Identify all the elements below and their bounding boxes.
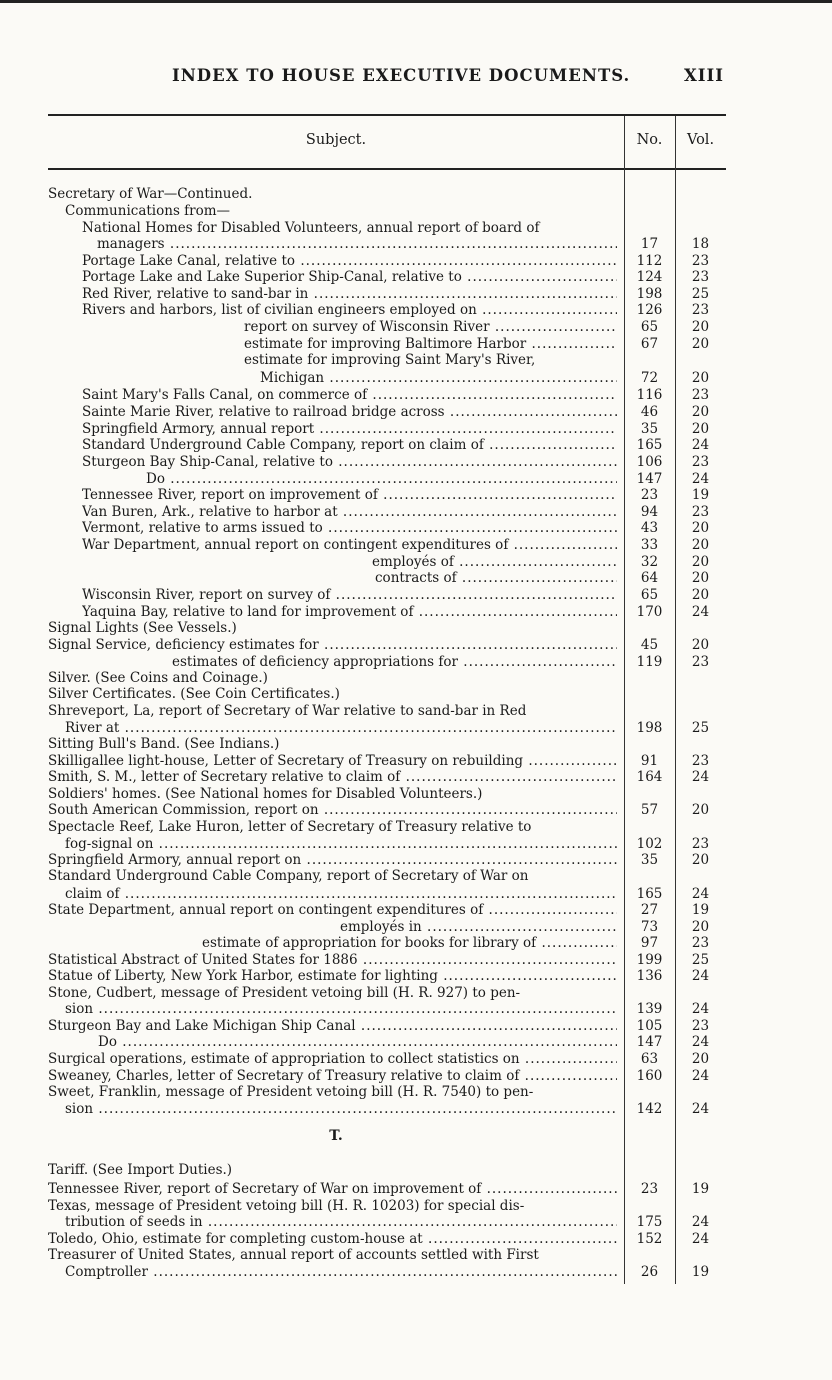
volume-number: 24 <box>691 968 710 984</box>
table-row <box>0 686 832 702</box>
entry-text: tribution of seeds in ..... <box>65 1214 617 1230</box>
table-row <box>0 487 832 503</box>
table-row <box>0 1231 832 1247</box>
doc-number: 43 <box>640 520 659 536</box>
entry-text: Portage Lake and Lake Superior Ship-Canal, relative to ..... <box>82 269 617 285</box>
entry-text: Vermont, relative to arms issued to ..... <box>82 520 617 536</box>
table-row <box>0 836 832 852</box>
entry-text: Sturgeon Bay and Lake Michigan Ship Canal ..... <box>48 1018 617 1034</box>
table-row <box>0 504 832 520</box>
entry-text: employés of ..... <box>372 554 617 570</box>
doc-number: 199 <box>636 952 663 968</box>
table-row <box>0 769 832 785</box>
entry-text: Statue of Liberty, New York Harbor, estimate for lighting ..... <box>48 968 617 984</box>
entry-text: Skilligallee light-house, Letter of Secretary of Treasury on rebuilding ..... <box>48 753 617 769</box>
entry-text: Silver. (See Coins and Coinage.) <box>48 670 268 686</box>
volume-number: 19 <box>691 1264 710 1280</box>
volume-number: 24 <box>691 1231 710 1247</box>
doc-number: 147 <box>636 471 663 487</box>
page-title: INDEX TO HOUSE EXECUTIVE DOCUMENTS. <box>172 66 631 85</box>
table-row <box>0 919 832 935</box>
doc-number: 32 <box>640 554 659 570</box>
doc-number: 97 <box>640 935 659 951</box>
entry-text: Standard Underground Cable Company, report on claim of ..... <box>82 437 617 453</box>
entry-text: Texas, message of President vetoing bill (H. R. 10203) for special dis- <box>48 1198 525 1214</box>
doc-number: 64 <box>640 570 659 586</box>
doc-number: 139 <box>636 1001 663 1017</box>
entry-text: Sturgeon Bay Ship-Canal, relative to ..... <box>82 454 617 470</box>
volume-number: 20 <box>691 520 710 536</box>
entry-text: Signal Service, deficiency estimates for ..... <box>48 637 617 653</box>
column-header-no: No. <box>636 132 663 148</box>
entry-text: Communications from— <box>65 203 231 219</box>
entry-text: Statistical Abstract of United States for 1886 ..... <box>48 952 617 968</box>
page-header <box>0 66 832 90</box>
table-row <box>0 736 832 752</box>
doc-number: 106 <box>636 454 663 470</box>
doc-number: 91 <box>640 753 659 769</box>
table-row <box>0 236 832 252</box>
volume-number: 20 <box>691 570 710 586</box>
table-row <box>0 802 832 818</box>
entry-text: Soldiers' homes. (See National homes for Disabled Volunteers.) <box>48 786 483 802</box>
table-row <box>0 454 832 470</box>
entry-text: Do ..... <box>98 1034 617 1050</box>
volume-number: 24 <box>691 604 710 620</box>
doc-number: 116 <box>636 387 663 403</box>
doc-number: 164 <box>636 769 663 785</box>
doc-number: 73 <box>640 919 659 935</box>
doc-number: 65 <box>640 319 659 335</box>
entry-text: Treasurer of United States, annual report of accounts settled with First <box>48 1247 539 1263</box>
doc-number: 198 <box>636 286 663 302</box>
table-row <box>0 985 832 1001</box>
volume-number: 20 <box>691 554 710 570</box>
entry-text: Sitting Bull's Band. (See Indians.) <box>48 736 280 752</box>
table-row <box>0 203 832 219</box>
doc-number: 65 <box>640 587 659 603</box>
entry-text: Stone, Cudbert, message of President vetoing bill (H. R. 927) to pen- <box>48 985 521 1001</box>
volume-number: 25 <box>691 720 710 736</box>
entry-text: estimate for improving Baltimore Harbor ..... <box>244 336 617 352</box>
volume-number: 23 <box>691 935 710 951</box>
entry-text: Comptroller ..... <box>65 1264 617 1280</box>
volume-number: 23 <box>691 253 710 269</box>
entry-text: Rivers and harbors, list of civilian engineers employed on ..... <box>82 302 617 318</box>
entry-text: South American Commission, report on ..... <box>48 802 617 818</box>
table-row <box>0 570 832 586</box>
volume-number: 23 <box>691 836 710 852</box>
volume-number: 20 <box>691 637 710 653</box>
table-row <box>0 352 832 368</box>
volume-number: 23 <box>691 504 710 520</box>
entry-text: Sweet, Franklin, message of President vetoing bill (H. R. 7540) to pen- <box>48 1084 534 1100</box>
table-row <box>0 1101 832 1117</box>
page-number: XIII <box>684 66 724 85</box>
top-border <box>0 0 832 3</box>
table-row <box>0 370 832 386</box>
table-row <box>0 336 832 352</box>
doc-number: 147 <box>636 1034 663 1050</box>
table-row <box>0 604 832 620</box>
entry-text: estimate for improving Saint Mary's River, <box>244 352 536 368</box>
table-row <box>0 703 832 719</box>
volume-number: 24 <box>691 471 710 487</box>
table-row <box>0 471 832 487</box>
table-row <box>0 1198 832 1214</box>
table-row <box>0 1264 832 1280</box>
doc-number: 17 <box>640 236 659 252</box>
table-row <box>0 421 832 437</box>
entry-text: Silver Certificates. (See Coin Certificates.) <box>48 686 340 702</box>
volume-number: 20 <box>691 852 710 868</box>
entry-text: Van Buren, Ark., relative to harbor at ..... <box>82 504 617 520</box>
entry-text: Smith, S. M., letter of Secretary relative to claim of ..... <box>48 769 617 785</box>
table-row <box>0 720 832 736</box>
table-row <box>0 253 832 269</box>
table-row <box>0 654 832 670</box>
table-row <box>0 868 832 884</box>
volume-number: 24 <box>691 1001 710 1017</box>
entry-text: Springfield Armory, annual report ..... <box>82 421 617 437</box>
volume-number: 23 <box>691 387 710 403</box>
doc-number: 126 <box>636 302 663 318</box>
entry-text: employés in ..... <box>340 919 617 935</box>
doc-number: 23 <box>640 1181 659 1197</box>
entry-text: Saint Mary's Falls Canal, on commerce of ..... <box>82 387 617 403</box>
table-row <box>0 902 832 918</box>
entry-text: Surgical operations, estimate of appropriation to collect statistics on ..... <box>48 1051 617 1067</box>
entry-text: estimates of deficiency appropriations for ..... <box>172 654 617 670</box>
volume-number: 18 <box>691 236 710 252</box>
volume-number: 24 <box>691 1101 710 1117</box>
table-row <box>0 670 832 686</box>
volume-number: 23 <box>691 753 710 769</box>
table-row <box>0 819 832 835</box>
entry-text: estimate of appropriation for books for library of ..... <box>202 935 617 951</box>
volume-number: 23 <box>691 454 710 470</box>
entry-text: Do ..... <box>146 471 617 487</box>
entry-text: Tariff. (See Import Duties.) <box>48 1162 233 1178</box>
doc-number: 136 <box>636 968 663 984</box>
table-row <box>0 1247 832 1263</box>
volume-number: 24 <box>691 1068 710 1084</box>
volume-number: 24 <box>691 1214 710 1230</box>
doc-number: 67 <box>640 336 659 352</box>
volume-number: 19 <box>691 487 710 503</box>
table-row <box>0 952 832 968</box>
entry-text: Shreveport, La, report of Secretary of War relative to sand-bar in Red <box>48 703 527 719</box>
volume-number: 25 <box>691 286 710 302</box>
entry-text: Springfield Armory, annual report on ..... <box>48 852 617 868</box>
doc-number: 124 <box>636 269 663 285</box>
entry-text: claim of ..... <box>65 886 617 902</box>
volume-number: 20 <box>691 587 710 603</box>
doc-number: 23 <box>640 487 659 503</box>
entry-text: Secretary of War—Continued. <box>48 186 253 202</box>
volume-number: 20 <box>691 370 710 386</box>
volume-number: 23 <box>691 302 710 318</box>
doc-number: 160 <box>636 1068 663 1084</box>
doc-number: 152 <box>636 1231 663 1247</box>
entry-text: National Homes for Disabled Volunteers, annual report of board of <box>82 220 540 236</box>
volume-number: 23 <box>691 654 710 670</box>
doc-number: 170 <box>636 604 663 620</box>
table-row <box>0 319 832 335</box>
doc-number: 35 <box>640 421 659 437</box>
entry-text: sion ..... <box>65 1101 617 1117</box>
entry-text: report on survey of Wisconsin River ..... <box>244 319 617 335</box>
doc-number: 27 <box>640 902 659 918</box>
doc-number: 119 <box>636 654 663 670</box>
table-row <box>0 520 832 536</box>
doc-number: 112 <box>636 253 663 269</box>
table-row <box>0 286 832 302</box>
table-row <box>0 1084 832 1100</box>
table-row <box>0 968 832 984</box>
volume-number: 24 <box>691 769 710 785</box>
volume-number: 23 <box>691 269 710 285</box>
volume-number: 24 <box>691 1034 710 1050</box>
volume-number: 20 <box>691 421 710 437</box>
table-row <box>0 786 832 802</box>
entry-text: State Department, annual report on contingent expenditures of ..... <box>48 902 617 918</box>
volume-number: 20 <box>691 919 710 935</box>
table-row <box>0 1068 832 1084</box>
doc-number: 72 <box>640 370 659 386</box>
doc-number: 105 <box>636 1018 663 1034</box>
doc-number: 26 <box>640 1264 659 1280</box>
entry-text: fog-signal on ..... <box>65 836 617 852</box>
volume-number: 19 <box>691 902 710 918</box>
entry-text: sion ..... <box>65 1001 617 1017</box>
entry-text: Tennessee River, report on improvement of ..... <box>82 487 617 503</box>
table-row <box>0 220 832 236</box>
volume-number: 23 <box>691 1018 710 1034</box>
table-row <box>0 404 832 420</box>
volume-number: 24 <box>691 437 710 453</box>
table-row <box>0 302 832 318</box>
doc-number: 94 <box>640 504 659 520</box>
entry-text: Yaquina Bay, relative to land for improvement of ..... <box>82 604 617 620</box>
table-row <box>0 1051 832 1067</box>
entry-text: Toledo, Ohio, estimate for completing custom-house at ..... <box>48 1231 617 1247</box>
volume-number: 25 <box>691 952 710 968</box>
entry-text: Sweaney, Charles, letter of Secretary of Treasury relative to claim of ..... <box>48 1068 617 1084</box>
entry-text: Sainte Marie River, relative to railroad bridge across ..... <box>82 404 617 420</box>
entry-text: River at ..... <box>65 720 617 736</box>
entry-text: Tennessee River, report of Secretary of War on improvement of ..... <box>48 1181 617 1197</box>
volume-number: 20 <box>691 537 710 553</box>
doc-number: 57 <box>640 802 659 818</box>
section-letter-t: T. <box>329 1128 343 1144</box>
table-row <box>0 886 832 902</box>
table-row <box>0 620 832 636</box>
table-row <box>0 269 832 285</box>
column-header-vol: Vol. <box>686 132 715 148</box>
doc-number: 165 <box>636 886 663 902</box>
volume-number: 20 <box>691 319 710 335</box>
doc-number: 33 <box>640 537 659 553</box>
volume-number: 20 <box>691 404 710 420</box>
table-row <box>0 637 832 653</box>
table-row <box>0 437 832 453</box>
volume-number: 20 <box>691 1051 710 1067</box>
entry-text: Michigan ..... <box>260 370 617 386</box>
entry-text: Wisconsin River, report on survey of ..... <box>82 587 617 603</box>
entry-text: Signal Lights (See Vessels.) <box>48 620 237 636</box>
doc-number: 102 <box>636 836 663 852</box>
table-row <box>0 1181 832 1197</box>
doc-number: 198 <box>636 720 663 736</box>
table-row <box>0 587 832 603</box>
volume-number: 20 <box>691 336 710 352</box>
table-row <box>0 753 832 769</box>
table-row <box>0 186 832 202</box>
volume-number: 24 <box>691 886 710 902</box>
doc-number: 142 <box>636 1101 663 1117</box>
entry-text: managers ..... <box>97 236 617 252</box>
doc-number: 45 <box>640 637 659 653</box>
entry-text: Standard Underground Cable Company, report of Secretary of War on <box>48 868 529 884</box>
table-row <box>0 852 832 868</box>
table-row <box>0 1018 832 1034</box>
volume-number: 20 <box>691 802 710 818</box>
entry-text: War Department, annual report on contingent expenditures of ..... <box>82 537 617 553</box>
table-row <box>0 387 832 403</box>
table-row <box>0 554 832 570</box>
doc-number: 46 <box>640 404 659 420</box>
doc-number: 165 <box>636 437 663 453</box>
entry-text: Red River, relative to sand-bar in ..... <box>82 286 617 302</box>
table-row <box>0 1034 832 1050</box>
doc-number: 35 <box>640 852 659 868</box>
table-row <box>0 537 832 553</box>
column-header-subject: Subject. <box>305 132 367 148</box>
doc-number: 175 <box>636 1214 663 1230</box>
entry-text: Spectacle Reef, Lake Huron, letter of Secretary of Treasury relative to <box>48 819 532 835</box>
table-row <box>0 935 832 951</box>
volume-number: 19 <box>691 1181 710 1197</box>
table-row <box>0 1162 832 1178</box>
entry-text: Portage Lake Canal, relative to ..... <box>82 253 617 269</box>
entry-text: contracts of ..... <box>375 570 617 586</box>
table-row <box>0 1001 832 1017</box>
doc-number: 63 <box>640 1051 659 1067</box>
table-row <box>0 1214 832 1230</box>
